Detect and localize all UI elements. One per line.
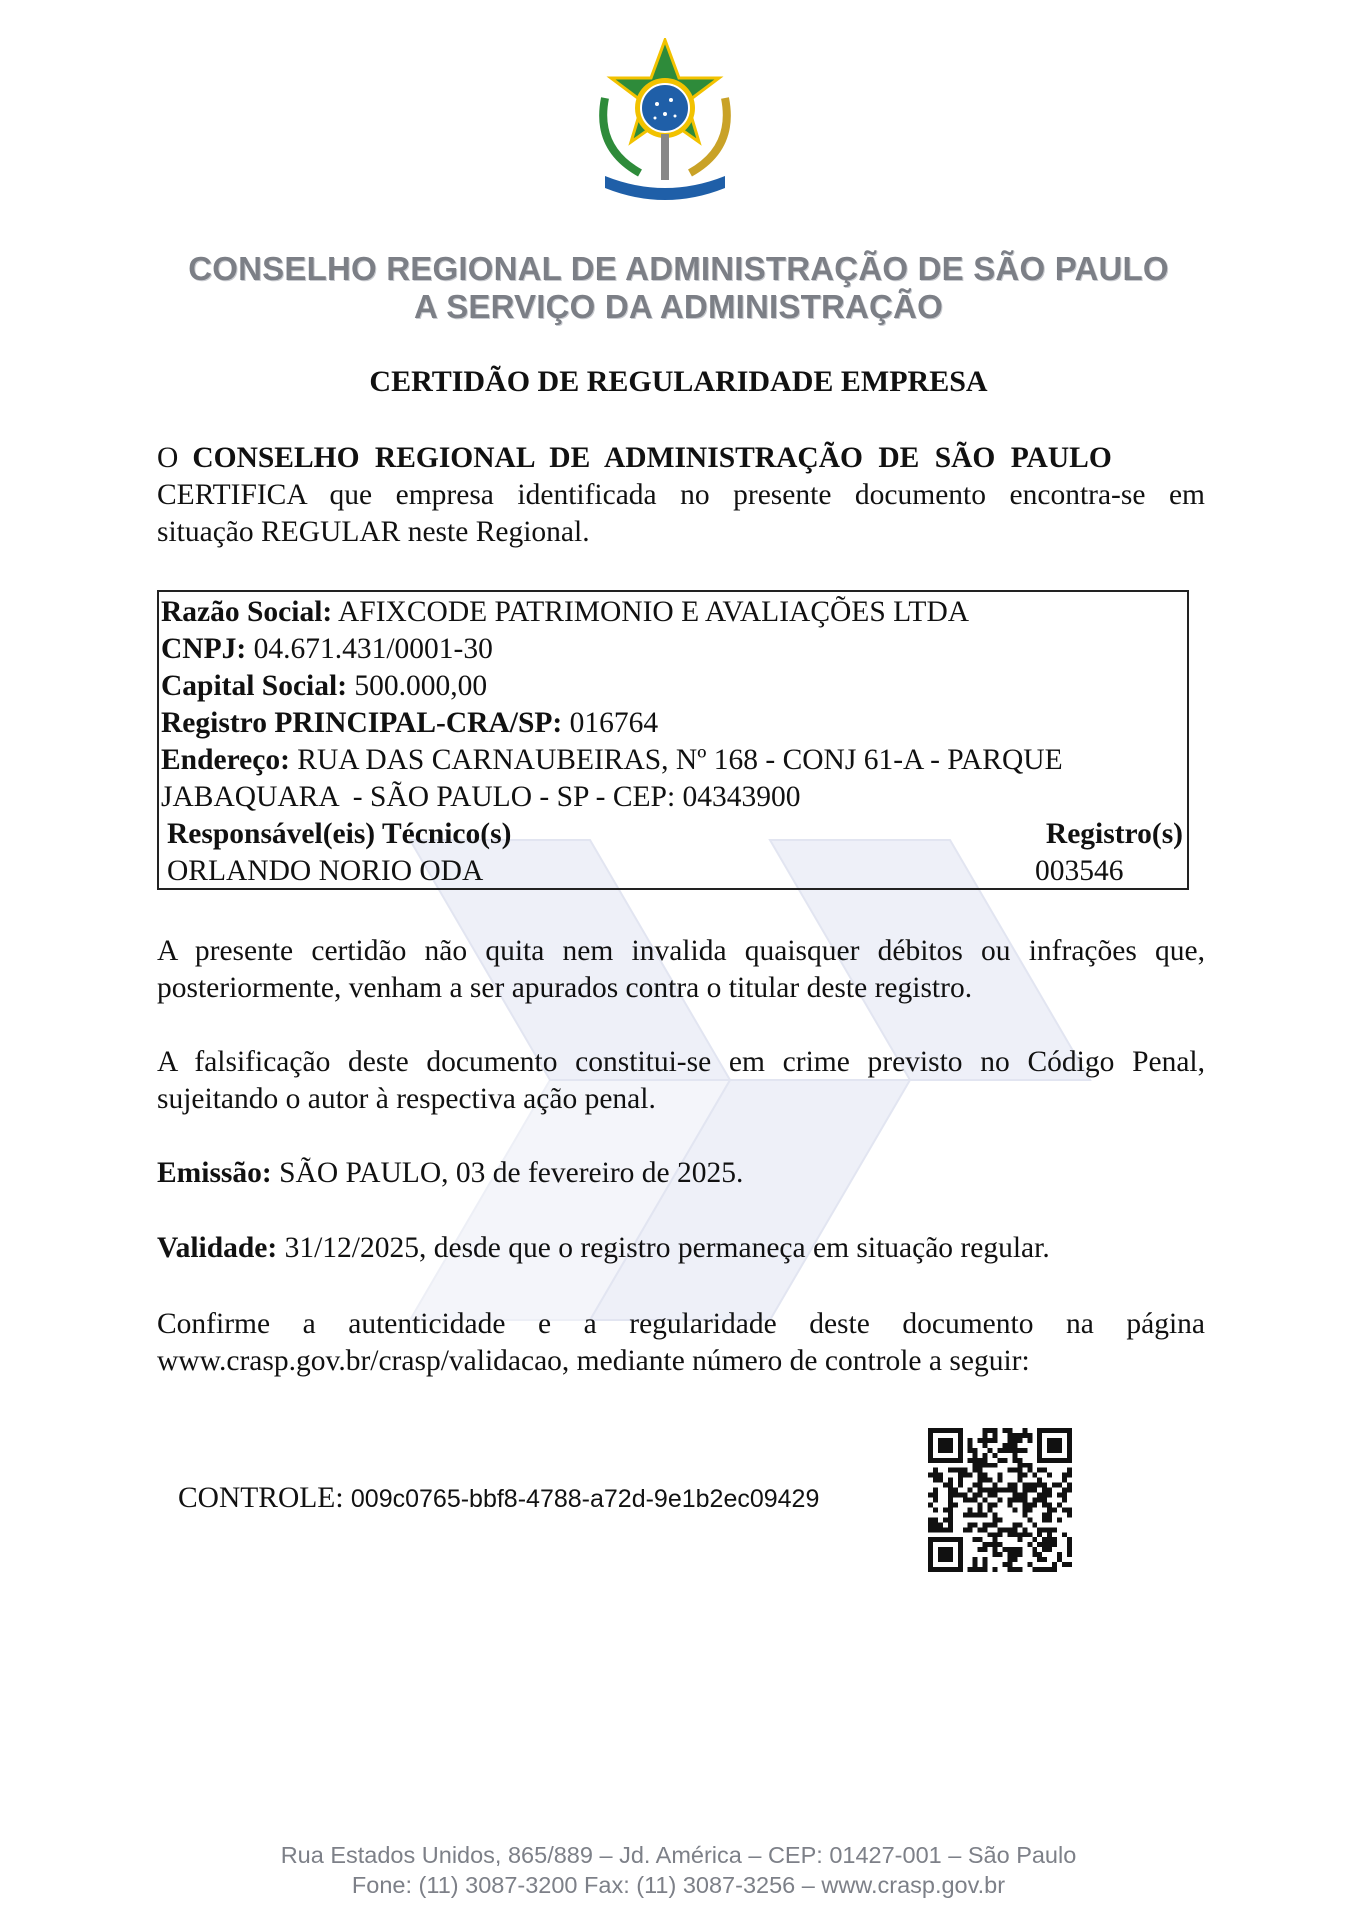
cnpj-label: CNPJ: [161,633,247,665]
emissao-value: SÃO PAULO, 03 de fevereiro de 2025. [279,1157,744,1189]
confirm-line1: Confirme a autenticidade e a regularidade deste documento na página [157,1308,1205,1340]
footer-address: Rua Estados Unidos, 865/889 – Jd. América – CEP: 01427-001 – São Paulo [280,1842,1077,1868]
intro-lead: O [157,442,179,474]
controle-line [178,1482,819,1515]
org-name-header: CONSELHO REGIONAL DE ADMINISTRAÇÃO DE SÃO PAULO [188,250,1169,287]
endereco-line2: JABAQUARA - SÃO PAULO - SP - CEP: 04343900 [161,781,801,813]
controle-label: CONTROLE: [178,1482,344,1514]
intro-line3: situação REGULAR neste Regional. [157,516,590,548]
qr-code [928,1428,1072,1572]
validade-line [157,1230,1205,1267]
falsification-paragraph [157,1044,1205,1118]
notice-line2: posteriormente, venham a ser apurados contra o titular deste registro. [157,972,973,1004]
notice-paragraph [157,933,1205,1007]
cnpj-row [161,631,493,668]
registros-header: Registro(s) [1045,818,1183,850]
intro-line2: CERTIFICA que empresa identificada no presente documento encontra-se em [157,479,1205,511]
registro-principal-label: Registro PRINCIPAL-CRA/SP: [161,707,563,739]
intro-org-name: CONSELHO REGIONAL DE ADMINISTRAÇÃO DE SÃO PAULO [192,442,1112,474]
resp-tecnico-name: ORLANDO NORIO ODA [167,855,484,887]
company-info-box [157,590,1189,890]
controle-code: 009c0765-bbf8-4788-a72d-9e1b2ec09429 [350,1485,820,1513]
razao-social-value: AFIXCODE PATRIMONIO E AVALIAÇÕES LTDA [338,596,970,628]
coat-of-arms-emblem [585,38,745,208]
resp-tecnico-registro: 003546 [1035,855,1124,887]
registro-principal-row [161,705,658,742]
endereco-line1: RUA DAS CARNAUBEIRAS, Nº 168 - CONJ 61-A - PARQUE [297,744,1063,776]
razao-social-label: Razão Social: [161,596,333,628]
emissao-line [157,1155,1205,1192]
cnpj-value: 04.671.431/0001-30 [253,633,493,665]
endereco-row [161,742,1063,779]
validade-label: Validade: [157,1232,278,1264]
resp-tecnico-header: Responsável(eis) Técnico(s) [167,818,512,850]
falsification-line2: sujeitando o autor à respectiva ação penal. [157,1083,656,1115]
capital-social-row [161,668,487,705]
intro-paragraph [157,440,1205,551]
emissao-label: Emissão: [157,1157,272,1189]
document-title: CERTIDÃO DE REGULARIDADE EMPRESA [369,365,988,398]
registro-principal-value: 016764 [569,707,659,739]
notice-line1: A presente certidão não quita nem invalida quaisquer débitos ou infrações que, [157,935,1205,967]
org-slogan-header: A SERVIÇO DA ADMINISTRAÇÃO [414,288,943,325]
confirm-line2: www.crasp.gov.br/crasp/validacao, mediante número de controle a seguir: [157,1345,1030,1377]
capital-social-value: 500.000,00 [354,670,488,702]
confirm-paragraph [157,1306,1205,1380]
endereco-label: Endereço: [161,744,290,776]
validade-value: 31/12/2025, desde que o registro permaneça em situação regular. [284,1232,1050,1264]
capital-social-label: Capital Social: [161,670,348,702]
razao-social-row [161,594,969,631]
footer-contacts: Fone: (11) 3087-3200 Fax: (11) 3087-3256 – www.crasp.gov.br [351,1872,1006,1898]
falsification-line1: A falsificação deste documento constitui-se em crime previsto no Código Penal, [157,1046,1205,1078]
